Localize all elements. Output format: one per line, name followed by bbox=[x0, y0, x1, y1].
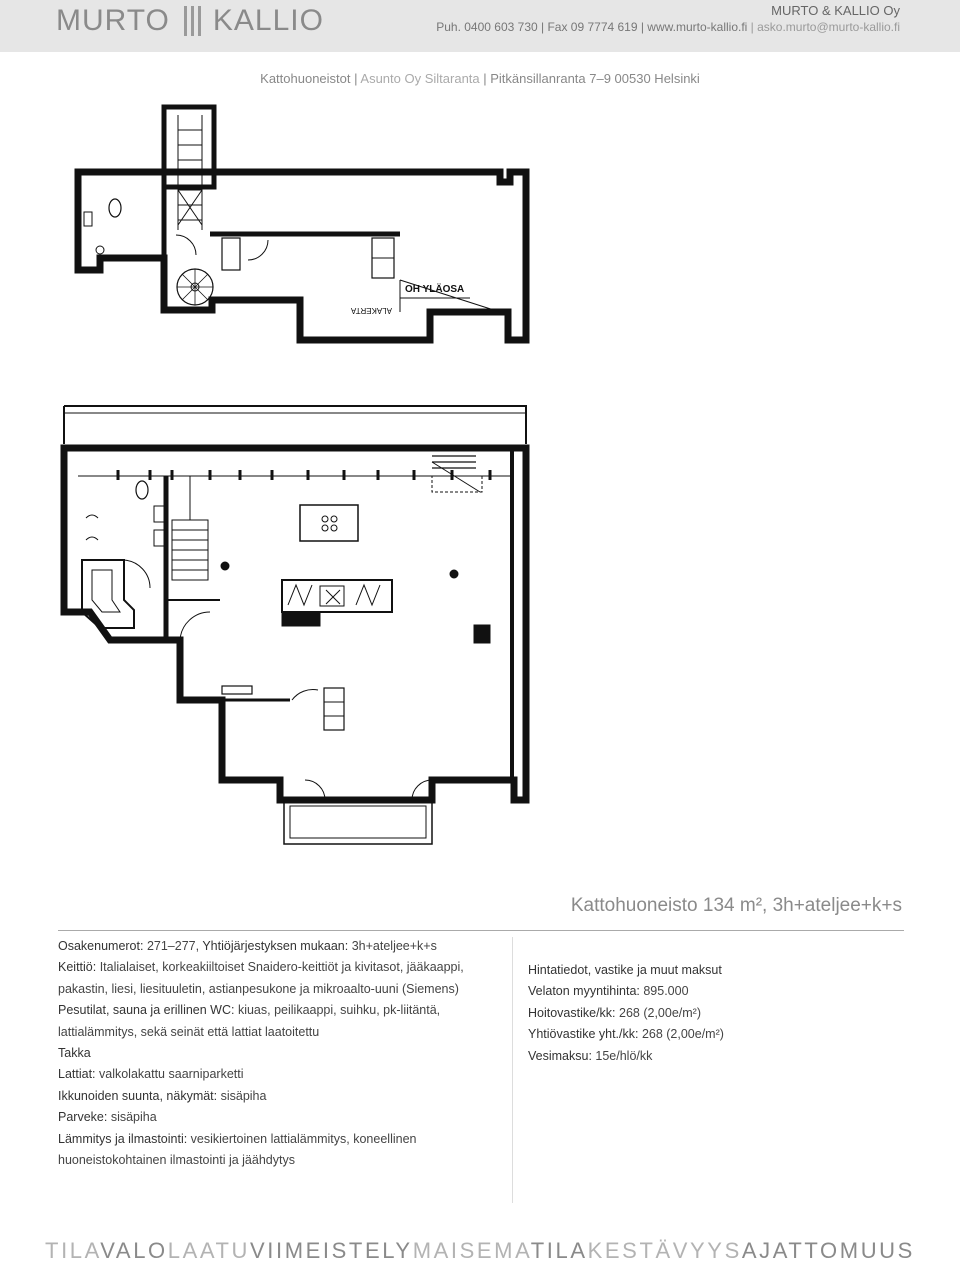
spec-label: Takka bbox=[58, 1046, 91, 1061]
company-logo[interactable] bbox=[56, 4, 324, 38]
subtitle-sep: | bbox=[479, 71, 491, 86]
price-info bbox=[528, 960, 898, 1067]
spec-label: Osakenumerot: bbox=[58, 939, 144, 953]
spec-value: 271–277, bbox=[143, 939, 203, 953]
price-label: Vesimaksu: bbox=[528, 1048, 592, 1063]
price-row bbox=[528, 981, 898, 1002]
kitchen-island bbox=[300, 505, 358, 541]
spec-label: Lämmitys ja ilmastointi: bbox=[58, 1131, 188, 1146]
subtitle-company: Asunto Oy Siltaranta bbox=[360, 71, 480, 86]
spec-value: vesikiertoinen lattialämmitys, koneellinen huoneistokohtainen ilmastointi ja jäähdytys bbox=[58, 1131, 417, 1168]
price-label: Hoitovastike/kk: bbox=[528, 1005, 616, 1020]
spec-label: Yhtiöjärjestyksen mukaan: bbox=[202, 939, 349, 953]
subtitle-type: Kattohuoneistot bbox=[260, 71, 351, 86]
apartment-title: Kattohuoneisto 134 m², 3h+ateljee+k+s bbox=[570, 895, 902, 916]
price-label: Velaton myyntihinta: bbox=[528, 984, 640, 999]
price-value: 268 (2,00e/m²) bbox=[615, 1005, 701, 1020]
logo-word-right: KALLIO bbox=[212, 4, 324, 37]
toilet-icon bbox=[109, 199, 121, 217]
price-value: 15e/hlö/kk bbox=[591, 1048, 653, 1063]
spec-balcony bbox=[58, 1107, 498, 1128]
spec-value: 3h+ateljee+k+s bbox=[348, 939, 437, 953]
price-row bbox=[528, 1003, 898, 1024]
spec-windows bbox=[58, 1086, 498, 1107]
subtitle-address: Pitkänsillanranta 7–9 00530 Helsinki bbox=[490, 71, 700, 86]
spec-bathroom bbox=[58, 1000, 498, 1043]
spec-label: Lattiat: bbox=[58, 1067, 96, 1082]
spec-heating bbox=[58, 1129, 498, 1172]
spec-shares bbox=[58, 936, 498, 957]
price-value: 895.000 bbox=[639, 984, 689, 999]
logo-bars-icon bbox=[184, 6, 201, 36]
upper-floor-plan bbox=[78, 107, 526, 340]
tagline-word: AJATTOMUUS bbox=[741, 1238, 915, 1263]
contact-line bbox=[436, 20, 900, 34]
spec-fireplace bbox=[58, 1043, 498, 1064]
spec-label: Pesutilat, sauna ja erillinen WC: bbox=[58, 1003, 235, 1018]
price-row bbox=[528, 1046, 898, 1067]
price-row bbox=[528, 1024, 898, 1045]
balcony bbox=[284, 800, 432, 844]
price-value: 268 (2,00e/m²) bbox=[638, 1027, 724, 1042]
tagline-word: TILA bbox=[530, 1238, 588, 1263]
price-label: Yhtiövastike yht./kk: bbox=[528, 1027, 639, 1042]
spec-value: kiuas, peilikaappi, suihku, pk-liitäntä, lattialämmitys, sekä seinät että lattiat laatoitettu bbox=[58, 1003, 441, 1039]
tagline-word: KESTÄVYYS bbox=[587, 1238, 742, 1263]
label-stair: ALAKERTA bbox=[350, 306, 392, 315]
spec-value: Italialaiset, korkeakiiltoiset Snaidero-keittiöt ja kivitasot, jääkaappi, pakastin, liesi, liesituuletin, astianpesukone ja mikroaalto-uuni (Siemens) bbox=[58, 960, 464, 996]
subtitle-sep: | bbox=[350, 71, 361, 86]
price-heading: Hintatiedot, vastike ja muut maksut bbox=[528, 963, 722, 977]
spec-value: sisäpiha bbox=[107, 1110, 157, 1125]
column-divider bbox=[512, 937, 513, 1203]
label-upper-void: OH YLÄOSA bbox=[405, 284, 465, 295]
spec-value: sisäpiha bbox=[217, 1088, 267, 1103]
spec-label: Ikkunoiden suunta, näkymät: bbox=[58, 1088, 218, 1103]
contact-email[interactable]: | asko.murto@murto-kallio.fi bbox=[747, 20, 900, 34]
contact-main[interactable]: Puh. 0400 603 730 | Fax 09 7774 619 | www.murto-kallio.fi bbox=[436, 20, 748, 34]
floor-plan bbox=[0, 95, 960, 875]
spec-label: Parveke: bbox=[58, 1110, 108, 1125]
spec-label: Keittiö: bbox=[58, 960, 97, 975]
spec-floors bbox=[58, 1064, 498, 1085]
tagline-word: VALO bbox=[100, 1238, 168, 1263]
tagline-word: VIIMEISTELY bbox=[250, 1238, 413, 1263]
logo-word-left: MURTO bbox=[56, 4, 170, 37]
header-band bbox=[0, 0, 960, 52]
lower-floor-plan bbox=[64, 406, 526, 844]
spec-kitchen bbox=[58, 957, 498, 1000]
toilet-icon bbox=[136, 481, 148, 499]
tagline-word: MAISEMA bbox=[412, 1238, 531, 1263]
fireplace-icon bbox=[474, 625, 490, 643]
divider-line bbox=[58, 930, 904, 931]
company-name: MURTO & KALLIO Oy bbox=[771, 3, 900, 18]
footer-tagline bbox=[0, 1238, 960, 1264]
tagline-word: TILA bbox=[45, 1238, 101, 1263]
tagline-word: LAATU bbox=[167, 1238, 251, 1263]
specs-list bbox=[58, 936, 498, 1171]
project-subtitle bbox=[0, 71, 960, 86]
spec-value: valkolakattu saarniparketti bbox=[95, 1067, 244, 1082]
